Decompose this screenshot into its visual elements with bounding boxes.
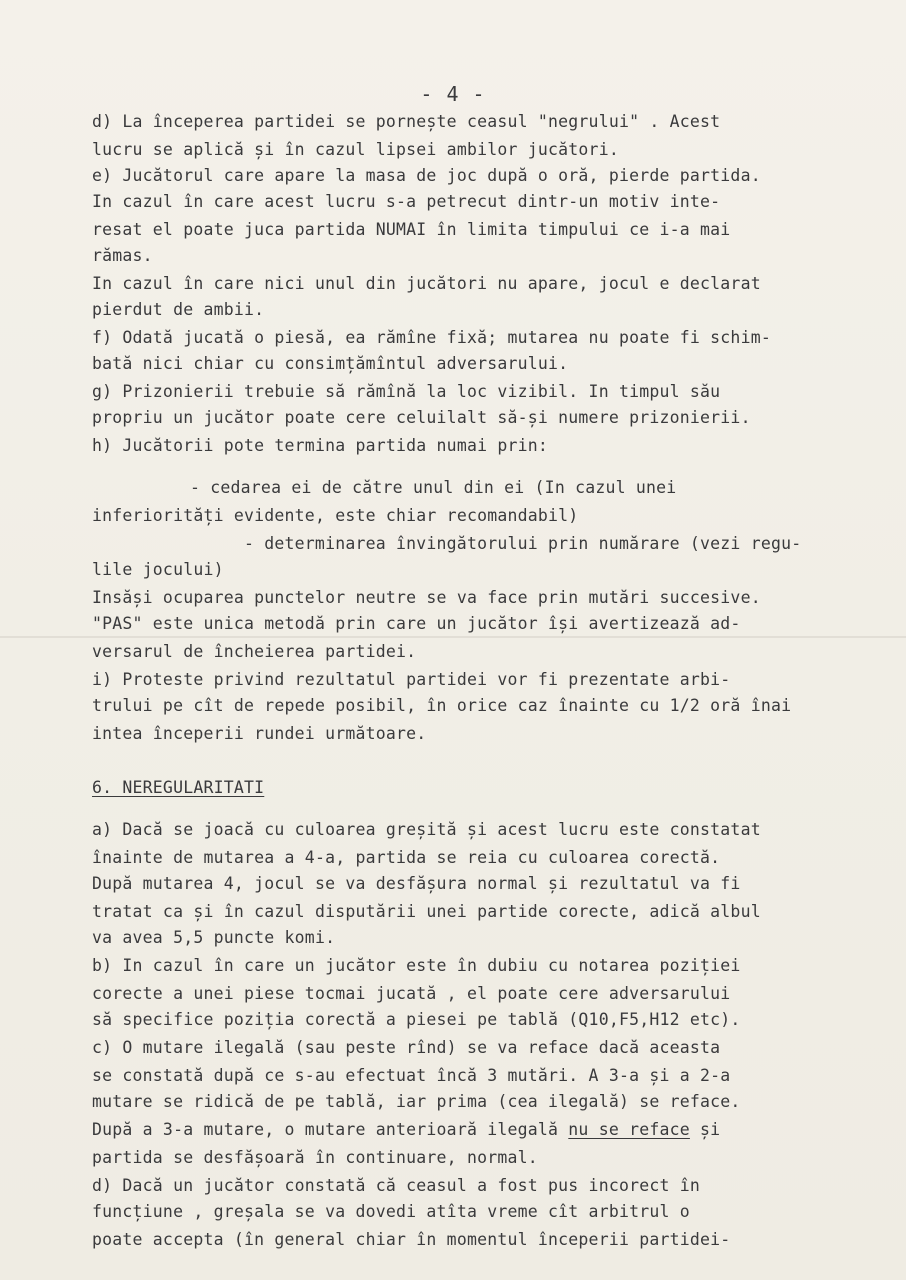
text-line: In cazul în care nici unul din jucători nu apare, jocul e declarat (92, 274, 761, 293)
text-line: f) Odată jucată o piesă, ea rămîne fixă; mutarea nu poate fi schim- (92, 328, 771, 347)
text-line: rămas. (92, 246, 153, 265)
text-line: intea începerii rundei următoare. (92, 724, 427, 743)
text-line: - cedarea ei de către unul din ei (In cazul unei (190, 478, 677, 497)
text-line: lucru se aplică și în cazul lipsei ambilor jucători. (92, 140, 619, 159)
text-line: d) La începerea partidei se pornește ceasul "negrului" . Acest (92, 112, 721, 131)
text-line: a) Dacă se joacă cu culoarea greșită și acest lucru este constatat (92, 820, 761, 839)
text-line: h) Jucătorii pote termina partida numai prin: (92, 436, 549, 455)
text-line: "PAS" este unica metodă prin care un jucător își avertizează ad- (92, 614, 741, 633)
text-line: resat el poate juca partida NUMAI în limita timpului ce i-a mai (92, 220, 731, 239)
text-line: trului pe cît de repede posibil, în orice caz înainte cu 1/2 oră înai (92, 696, 792, 715)
text-segment: și (689, 1120, 721, 1139)
text-line: partida se desfășoară în continuare, normal. (92, 1148, 538, 1167)
text-line: In cazul în care acest lucru s-a petrecut dintr-un motiv inte- (92, 192, 721, 211)
text-line: mutare se ridică de pe tablă, iar prima (cea ilegală) se reface. (92, 1092, 741, 1111)
text-line: să specifice poziția corectă a piesei pe tablă (Q10,F5,H12 etc). (92, 1010, 741, 1029)
text-line: înainte de mutarea a 4-a, partida se reia cu culoarea corectă. (92, 848, 721, 867)
text-line: c) O mutare ilegală (sau peste rînd) se va reface dacă aceasta (92, 1038, 721, 1057)
text-line: funcțiune , greșala se va dovedi atîta vreme cît arbitrul o (92, 1202, 690, 1221)
text-line: pierdut de ambii. (92, 300, 265, 319)
page-number: - 4 - (420, 82, 486, 106)
text-line: Insăși ocuparea punctelor neutre se va face prin mutări succesive. (92, 588, 761, 607)
text-line: propriu un jucător poate cere celuilalt să-și numere prizonierii. (92, 408, 751, 427)
text-line: corecte a unei piese tocmai jucată , el poate cere adversarului (92, 984, 731, 1003)
text-line: - determinarea învingătorului prin numărare (vezi regu- (244, 534, 802, 553)
text-line: se constată după ce s-au efectuat încă 3 mutări. A 3-a și a 2-a (92, 1066, 731, 1085)
text-line: inferiorități evidente, este chiar recomandabil) (92, 506, 579, 525)
text-line: poate accepta (în general chiar în momentul începerii partidei- (92, 1230, 731, 1249)
text-line: va avea 5,5 puncte komi. (92, 928, 336, 947)
underlined-phrase: nu se reface (568, 1120, 690, 1139)
text-line: versarul de încheierea partidei. (92, 642, 417, 661)
text-line: g) Prizonierii trebuie să rămînă la loc vizibil. In timpul său (92, 382, 721, 401)
text-line: bată nici chiar cu consimțămîntul adversarului. (92, 354, 569, 373)
text-line: După mutarea 4, jocul se va desfășura normal și rezultatul va fi (92, 874, 741, 893)
text-line: lile jocului) (92, 560, 224, 579)
text-line-with-emphasis (92, 1120, 720, 1139)
text-line: tratat ca și în cazul disputării unei partide corecte, adică albul (92, 902, 761, 921)
text-line: b) In cazul în care un jucător este în dubiu cu notarea poziției (92, 956, 741, 975)
section-heading: 6. NEREGULARITATI (92, 778, 265, 797)
text-line: e) Jucătorul care apare la masa de joc după o oră, pierde partida. (92, 166, 761, 185)
text-line: d) Dacă un jucător constată că ceasul a fost pus incorect în (92, 1176, 701, 1195)
text-line: i) Proteste privind rezultatul partidei vor fi prezentate arbi- (92, 670, 731, 689)
text-segment: După a 3-a mutare, o mutare anterioară ilegală (92, 1120, 569, 1139)
